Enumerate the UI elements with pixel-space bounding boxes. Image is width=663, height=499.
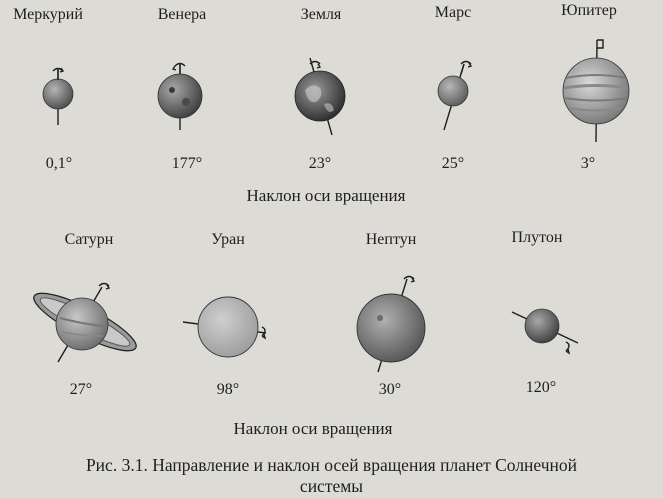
earth-planet — [295, 58, 345, 135]
neptune-planet — [357, 277, 425, 373]
planet-name-pluto: Плутон — [511, 229, 563, 246]
venus-planet — [158, 64, 202, 131]
figure-caption-line1: Рис. 3.1. Направление и наклон осей вращения планет Солнечной — [85, 455, 578, 475]
tilt-pluto: 120° — [525, 379, 557, 396]
tilt-venus: 177° — [171, 155, 203, 172]
jupiter-planet — [563, 40, 629, 142]
tilt-saturn: 27° — [69, 381, 93, 398]
tilt-mercury: 0,1° — [45, 155, 73, 172]
planet-name-neptune: Нептун — [365, 231, 417, 248]
planet-name-earth: Земля — [300, 6, 342, 23]
mars-planet — [438, 62, 471, 131]
planet-name-mercury: Меркурий — [13, 6, 83, 23]
tilt-uranus: 98° — [216, 381, 240, 398]
planet-name-venus: Венера — [157, 6, 207, 23]
planet-name-jupiter: Юпитер — [561, 2, 617, 19]
tilt-mars: 25° — [441, 155, 465, 172]
pluto-planet — [512, 309, 578, 353]
figure-caption-line2: системы — [299, 476, 364, 496]
tilt-neptune: 30° — [378, 381, 402, 398]
planet-name-uranus: Уран — [211, 231, 245, 248]
planet-name-saturn: Сатурн — [64, 231, 114, 248]
planet-name-mars: Марс — [434, 4, 472, 21]
saturn-planet — [28, 284, 142, 363]
axis-caption-top: Наклон оси вращения — [246, 186, 406, 205]
uranus-planet — [183, 297, 266, 357]
mercury-planet — [43, 68, 73, 125]
axis-caption-bottom: Наклон оси вращения — [233, 419, 393, 438]
tilt-jupiter: 3° — [580, 155, 596, 172]
tilt-earth: 23° — [308, 155, 332, 172]
